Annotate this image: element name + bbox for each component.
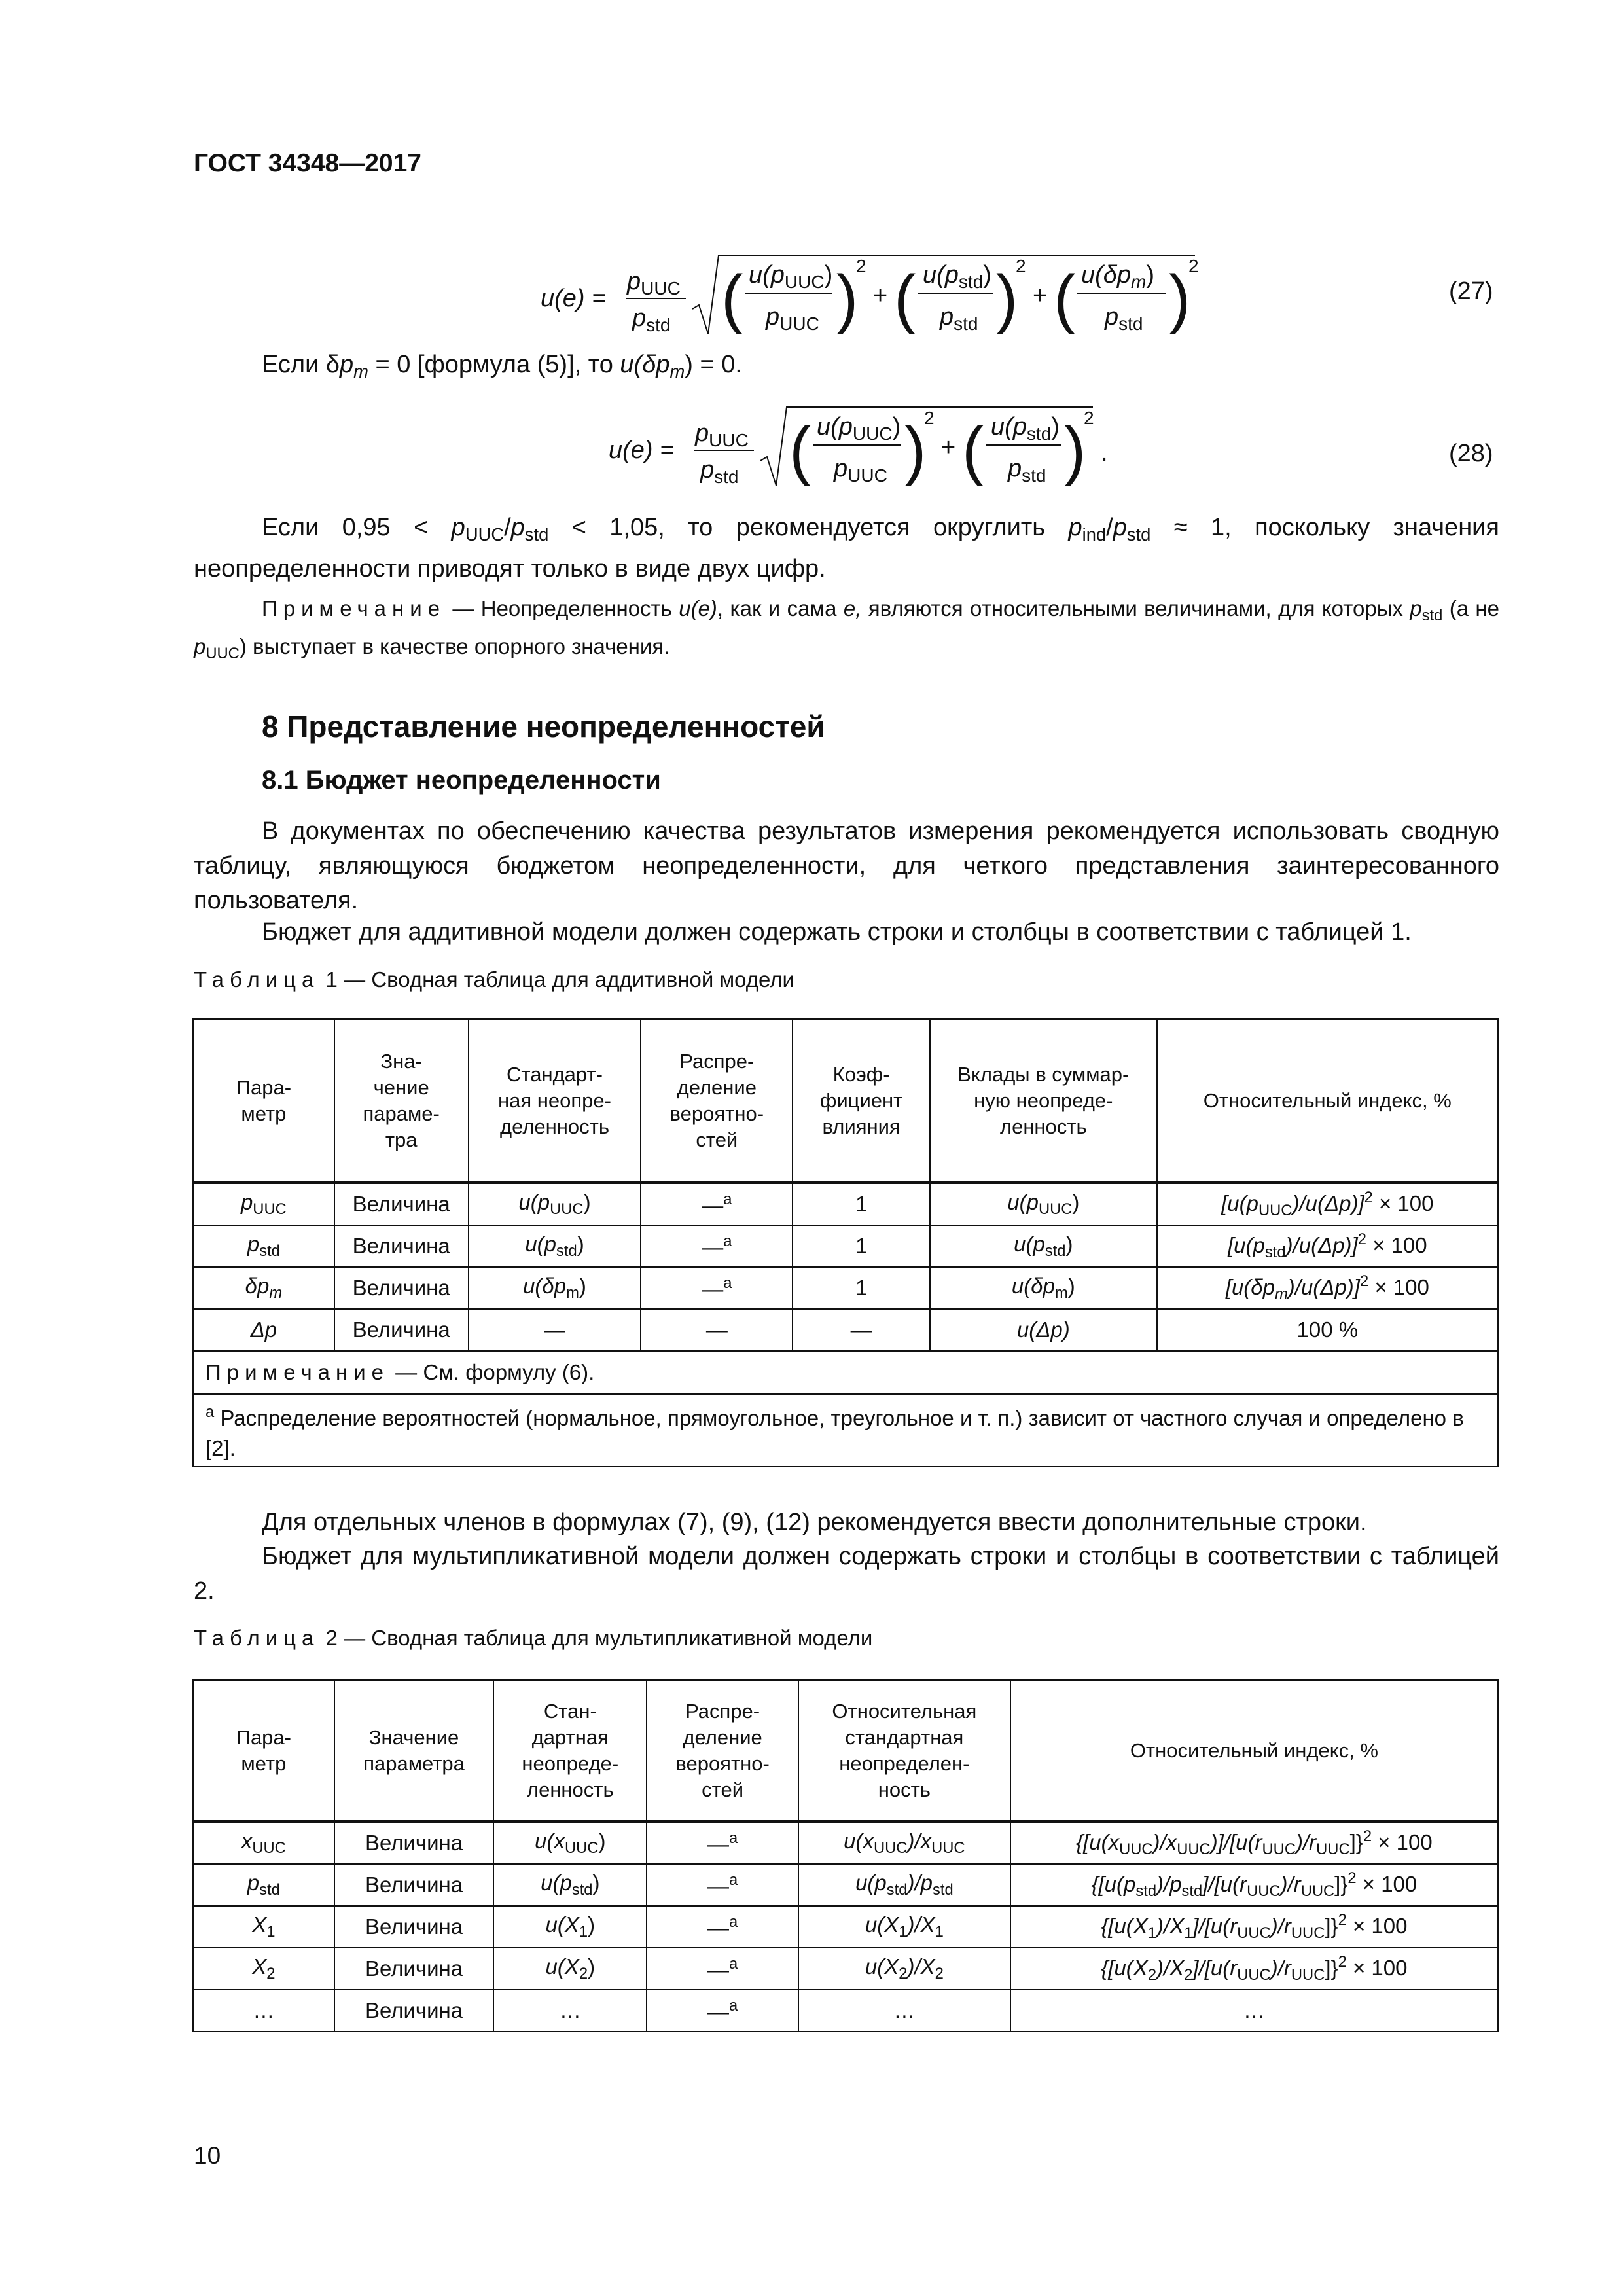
table1-footnote-row: $^a$ Распределение вероятностей (нормальное, прямоугольное, треугольное и т. п.) зависит от частного случая и определено в [2]. bbox=[193, 1394, 1498, 1467]
svg-text:pstd: $p_{std}$ bbox=[632, 304, 671, 335]
table-row: $X_2$ Величина $u(X_2)$ —$^a$ $u(X_2)/X_2$ $\{[u(X_2)/X_2]/[u(r_{UUC})/r_{UUC}]\}^2 \times 100$ bbox=[193, 1948, 1498, 1990]
paragraph-additive: Бюджет для аддитивной модели должен содержать строки и столбцы в соответствии с таблицей 1. bbox=[262, 918, 1412, 946]
svg-text:pUUC: $p_{UUC}$ bbox=[627, 268, 681, 298]
table-row: $p_{std}$ Величина $u(p_{std})$ —$^a$ $u(p_{std})/p_{std}$ $\{[u(p_{std})/p_{std}]/[u(r_{UUC})/r_{UUC}]\}^2 \times 100$ bbox=[193, 1864, 1498, 1906]
svg-text:(: ( bbox=[1054, 262, 1076, 335]
svg-text:): ) bbox=[1169, 262, 1191, 335]
table-multiplicative bbox=[192, 1679, 1499, 2032]
svg-text:2: 2 bbox=[924, 408, 935, 428]
if-line-text-a: Если δ bbox=[262, 351, 340, 378]
svg-text:u(pUUC): $u(p_{UUC})$ bbox=[749, 261, 833, 292]
table1-header-row bbox=[193, 1019, 1498, 1183]
svg-text:u(δpm): $u(\delta p_m)$ bbox=[1081, 261, 1155, 292]
formula-27-number: (27) bbox=[1449, 278, 1493, 305]
table-row: … Величина … —$^a$ … … bbox=[193, 1990, 1498, 2032]
document-header: ГОСТ 34348—2017 bbox=[194, 149, 421, 177]
note-relative-values: Примечание — Неопределенность u(e), как и сама e, являются относительными величинами, для которых $p_{std}$ (а не $p_{UUC}$) выступает в качестве опорного значения. bbox=[194, 596, 1499, 663]
if-line-p: p bbox=[340, 351, 354, 378]
svg-text:): ) bbox=[904, 414, 927, 487]
svg-text:+: + bbox=[873, 282, 888, 310]
formula-28 bbox=[609, 401, 1119, 499]
if-line-m: m bbox=[353, 361, 368, 382]
svg-text:pstd: $p_{std}$ bbox=[940, 303, 978, 334]
t1-header-value: Зна- чение параме- тра bbox=[334, 1019, 469, 1183]
note-label: Примечание bbox=[262, 596, 446, 620]
t2-header-std-uncertainty: Стан- дартная неопреде- ленность bbox=[493, 1680, 647, 1821]
svg-text:u(pstd): $u(p_{std})$ bbox=[991, 413, 1060, 444]
formula-27 bbox=[541, 249, 1202, 340]
svg-text:(: ( bbox=[721, 262, 743, 335]
f28-dot: . bbox=[1101, 439, 1108, 467]
svg-text:pstd: $p_{std}$ bbox=[1008, 455, 1046, 486]
paragraph-budget-intro: В документах по обеспечению качества результатов измерения рекомендуется использовать сводную таблицу, являющуюся бюджетом неопределенности, для четкого представления заинтересованного пользователя. bbox=[194, 817, 1499, 914]
svg-text:): ) bbox=[996, 262, 1018, 335]
t1-header-relative-index: Относительный индекс, % bbox=[1157, 1019, 1498, 1183]
t2-header-relative-std-uncertainty: Относительная стандартная неопределен- ность bbox=[798, 1680, 1010, 1821]
svg-text:(: ( bbox=[962, 414, 984, 487]
f27-lhs: u(e) = bbox=[541, 285, 607, 312]
svg-text:(: ( bbox=[789, 414, 812, 487]
table2-caption: Таблица 2 — Сводная таблица для мультипликативной модели bbox=[194, 1626, 873, 1650]
svg-text:pUUC: $p_{UUC}$ bbox=[766, 303, 819, 334]
table1-note-row: Примечание — См. формулу (6). bbox=[193, 1351, 1498, 1394]
dpm-zero-line: Если $\delta p_m = 0$ [формула (5)], то $u(\delta p_m) = 0$. bbox=[262, 351, 742, 382]
table-row: $p_{std}$ Величина $u(p_{std})$ —$^a$ 1 $u(p_{std})$ $[u(p_{std})/u(\Delta p)]^2 \times 100$ bbox=[193, 1225, 1498, 1267]
table2-header-row bbox=[193, 1680, 1498, 1821]
table-row: $X_1$ Величина $u(X_1)$ —$^a$ $u(X_1)/X_1$ $\{[u(X_1)/X_1]/[u(r_{UUC})/r_{UUC}]\}^2 \times 100$ bbox=[193, 1906, 1498, 1948]
t2-header-param: Пара- метр bbox=[193, 1680, 334, 1821]
formula-28-svg bbox=[609, 401, 1119, 499]
table-row: $\delta p_m$ Величина $u(\delta p_m)$ —$^a$ 1 $u(\delta p_m)$ $[u(\delta p_m)/u(\Delta p)]^2 \times 100$ bbox=[193, 1267, 1498, 1309]
table-row: Δp Величина — — — u(Δp) 100 % bbox=[193, 1309, 1498, 1351]
t2-header-relative-index: Относительный индекс, % bbox=[1010, 1680, 1498, 1821]
svg-text:2: 2 bbox=[1016, 256, 1026, 276]
t1-header-param: Пара- метр bbox=[193, 1019, 334, 1183]
svg-text:pstd: $p_{std}$ bbox=[1105, 303, 1143, 334]
svg-text:2: 2 bbox=[1084, 408, 1094, 428]
paragraph-extra-rows: Для отдельных членов в формулах (7), (9), (12) рекомендуется ввести дополнительные строки. bbox=[262, 1509, 1367, 1536]
table1-caption: Таблица 1 — Сводная таблица для аддитивной модели bbox=[194, 967, 794, 992]
svg-text:(: ( bbox=[894, 262, 916, 335]
table-row: $p_{UUC}$ Величина $u(p_{UUC})$ —$^a$ 1 $u(p_{UUC})$ $[u(p_{UUC})/u(\Delta p)]^2 \times 100$ bbox=[193, 1183, 1498, 1225]
subsection-title: 8.1 Бюджет неопределенности bbox=[262, 766, 661, 795]
if-line-text-d: ) = 0. bbox=[685, 351, 742, 378]
svg-text:+: + bbox=[941, 434, 956, 461]
t2-header-value: Значение параметра bbox=[334, 1680, 494, 1821]
t1-header-contribution: Вклады в суммар- ную неопреде- ленность bbox=[930, 1019, 1157, 1183]
svg-text:pUUC: $p_{UUC}$ bbox=[695, 420, 749, 450]
svg-text:): ) bbox=[836, 262, 859, 335]
formula-27-svg bbox=[541, 249, 1202, 340]
svg-text:+: + bbox=[1033, 282, 1048, 310]
formula-28-number: (28) bbox=[1449, 440, 1493, 467]
svg-text:): ) bbox=[1064, 414, 1086, 487]
paragraph-multiplicative: Бюджет для мультипликативной модели должен содержать строки и столбцы в соответствии с таблицей 2. bbox=[194, 1543, 1499, 1605]
t1-header-coefficient: Коэф- фициент влияния bbox=[793, 1019, 930, 1183]
paragraph-rounding: Если $0,95 < p_{UUC}/p_{std} < 1,05$, то рекомендуется округлить $p_{ind}/p_{std} \approx 1$, поскольку значения неопределенности приводят только в виде двух цифр. bbox=[194, 514, 1499, 583]
t1-header-std-uncertainty: Стандарт- ная неопре- деленность bbox=[469, 1019, 641, 1183]
svg-text:u(pUUC): $u(p_{UUC})$ bbox=[817, 413, 901, 444]
svg-text:u(e) =: u(e) = bbox=[609, 437, 675, 464]
t2-header-distribution: Распре- деление вероятно- стей bbox=[647, 1680, 798, 1821]
t1-header-distribution: Распре- деление вероятно- стей bbox=[641, 1019, 793, 1183]
table-additive bbox=[192, 1018, 1499, 1467]
svg-text:u(pstd): $u(p_{std})$ bbox=[923, 261, 991, 292]
page-number: 10 bbox=[194, 2142, 221, 2169]
if-line-text-b: = 0 [формула (5)], то bbox=[368, 351, 620, 378]
svg-text:pUUC: $p_{UUC}$ bbox=[834, 455, 887, 486]
section-title: 8 Представление неопределенностей bbox=[262, 709, 825, 744]
svg-text:2: 2 bbox=[856, 256, 866, 276]
table-row: $x_{UUC}$ Величина $u(x_{UUC})$ —$^a$ $u(x_{UUC})/x_{UUC}$ $\{[u(x_{UUC})/x_{UUC})]/[u(r_{UUC})/r_{UUC}]\}^2 \times 100$ bbox=[193, 1821, 1498, 1864]
if-line-text-c: u(δp bbox=[620, 351, 670, 378]
svg-text:2: 2 bbox=[1188, 256, 1199, 276]
svg-text:pstd: $p_{std}$ bbox=[700, 456, 739, 487]
